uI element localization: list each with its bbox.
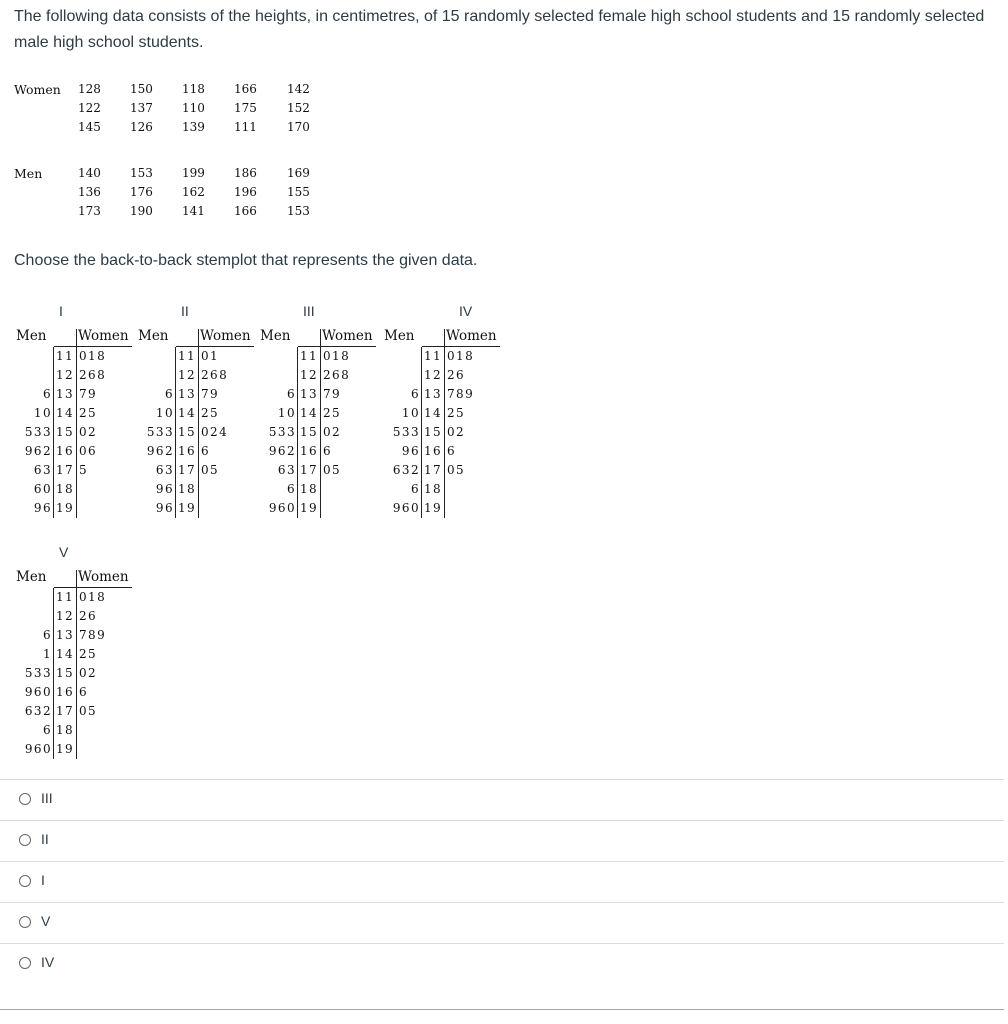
divider [0, 1009, 1004, 1010]
women-leaves: 05 [323, 463, 342, 477]
stemplot-row [260, 347, 378, 366]
men-leaves: 6 [42, 387, 52, 401]
men-leaves: 6 [410, 482, 420, 496]
women-leaves: 25 [201, 406, 220, 420]
data-value: 173 [78, 204, 101, 218]
stem: 17 [299, 463, 319, 477]
men-leaves: 10 [33, 406, 52, 420]
data-value: 199 [182, 166, 205, 180]
data-value: 166 [234, 204, 257, 218]
men-header: Men [138, 328, 169, 344]
women-leaves: 02 [79, 425, 98, 439]
stemplot-row [16, 499, 134, 518]
women-leaves: 6 [79, 685, 89, 699]
women-leaves: 02 [323, 425, 342, 439]
stem: 13 [55, 387, 75, 401]
stem: 15 [299, 425, 319, 439]
stemplot-row [138, 442, 256, 461]
header-divider [320, 329, 321, 346]
stem: 16 [423, 444, 443, 458]
stem: 19 [299, 501, 319, 515]
data-value: 153 [287, 204, 310, 218]
men-leaves: 632 [24, 704, 52, 718]
stemplot-row [16, 740, 134, 759]
data-value: 153 [130, 166, 153, 180]
stem: 19 [55, 742, 75, 756]
women-label: Women [14, 82, 61, 97]
women-header: Women [78, 569, 129, 585]
choice-label[interactable]: IV [41, 954, 55, 970]
women-leaves: 25 [79, 647, 98, 661]
stem: 18 [55, 482, 75, 496]
stem-divider-right [444, 347, 445, 518]
data-value: 186 [234, 166, 257, 180]
men-leaves: 10 [277, 406, 296, 420]
data-value: 126 [130, 120, 153, 134]
stem-divider-left [175, 347, 176, 518]
women-header: Women [446, 328, 497, 344]
stem: 14 [423, 406, 443, 420]
men-leaves: 96 [155, 501, 174, 515]
stem: 15 [423, 425, 443, 439]
stem: 12 [299, 368, 319, 382]
stem: 15 [177, 425, 197, 439]
women-leaves: 268 [323, 368, 351, 382]
women-header: Women [78, 328, 129, 344]
radio-button[interactable] [19, 875, 31, 887]
stem: 16 [55, 444, 75, 458]
stemplot-number: IV [459, 303, 473, 319]
data-value: 170 [287, 120, 310, 134]
stem-divider-right [198, 347, 199, 518]
men-leaves: 962 [268, 444, 296, 458]
men-leaves: 960 [24, 742, 52, 756]
header-divider [76, 570, 77, 587]
data-value: 128 [78, 82, 101, 96]
women-leaves: 79 [201, 387, 220, 401]
data-value: 162 [182, 185, 205, 199]
women-leaves: 268 [201, 368, 229, 382]
stemplot-number: V [59, 544, 69, 560]
women-header: Women [322, 328, 373, 344]
stemplot-row [138, 404, 256, 423]
stemplot-row [384, 499, 502, 518]
men-leaves: 960 [268, 501, 296, 515]
women-leaves: 5 [79, 463, 89, 477]
stemplot-row [138, 480, 256, 499]
stemplot-row [260, 461, 378, 480]
stemplot-iv [384, 303, 502, 518]
choice-iv[interactable] [0, 943, 1004, 984]
men-leaves: 533 [268, 425, 296, 439]
men-leaves: 962 [146, 444, 174, 458]
data-value: 122 [78, 101, 101, 115]
stemplot-number: I [59, 303, 63, 319]
stemplot-row [384, 423, 502, 442]
data-value: 166 [234, 82, 257, 96]
women-leaves: 79 [323, 387, 342, 401]
stemplot-row [16, 664, 134, 683]
men-label: Men [14, 166, 43, 181]
stemplot-row [16, 461, 134, 480]
data-value: 137 [130, 101, 153, 115]
stem: 17 [55, 704, 75, 718]
men-header: Men [384, 328, 415, 344]
women-leaves: 024 [201, 425, 229, 439]
stem: 11 [55, 349, 75, 363]
stem: 18 [177, 482, 197, 496]
women-leaves: 789 [79, 628, 107, 642]
stem: 16 [177, 444, 197, 458]
stemplot-row [138, 461, 256, 480]
data-value: 110 [182, 101, 205, 115]
stem: 17 [55, 463, 75, 477]
data-value: 145 [78, 120, 101, 134]
women-leaves: 018 [79, 349, 107, 363]
men-leaves: 533 [24, 666, 52, 680]
data-value: 155 [287, 185, 310, 199]
stem: 12 [55, 368, 75, 382]
stemplot-row [138, 366, 256, 385]
women-data-table [14, 82, 334, 142]
men-leaves: 96 [401, 444, 420, 458]
men-leaves: 6 [42, 723, 52, 737]
men-leaves: 96 [155, 482, 174, 496]
choice-i[interactable] [0, 861, 1004, 902]
women-leaves: 018 [447, 349, 475, 363]
stem: 13 [55, 628, 75, 642]
stemplot-row [138, 423, 256, 442]
radio-button[interactable] [19, 793, 31, 805]
data-value: 141 [182, 204, 205, 218]
choice-v[interactable] [0, 902, 1004, 943]
men-leaves: 960 [392, 501, 420, 515]
stemplot-ii [138, 303, 256, 518]
stemplot-row [16, 366, 134, 385]
stem: 14 [177, 406, 197, 420]
women-leaves: 06 [79, 444, 98, 458]
stem: 17 [423, 463, 443, 477]
stemplot-row [16, 626, 134, 645]
stemplot-row [384, 461, 502, 480]
choice-label[interactable]: II [41, 831, 49, 847]
data-value: 111 [234, 120, 257, 134]
women-leaves: 79 [79, 387, 98, 401]
stemplot-row [138, 385, 256, 404]
women-leaves: 6 [323, 444, 333, 458]
men-leaves: 533 [24, 425, 52, 439]
data-value: 175 [234, 101, 257, 115]
stemplot-row [260, 385, 378, 404]
data-value: 150 [130, 82, 153, 96]
women-leaves: 018 [323, 349, 351, 363]
women-leaves: 789 [447, 387, 475, 401]
stem: 13 [177, 387, 197, 401]
stem: 17 [177, 463, 197, 477]
men-leaves: 6 [410, 387, 420, 401]
header-divider [76, 329, 77, 346]
stemplot-row [138, 499, 256, 518]
stem: 18 [299, 482, 319, 496]
stemplot-row [16, 645, 134, 664]
stemplot-i [16, 303, 134, 518]
stem: 19 [423, 501, 443, 515]
stemplot-row [16, 683, 134, 702]
men-leaves: 10 [155, 406, 174, 420]
stem: 11 [423, 349, 443, 363]
data-value: 152 [287, 101, 310, 115]
stemplot-row [260, 366, 378, 385]
stemplot-row [16, 442, 134, 461]
data-value: 176 [130, 185, 153, 199]
men-leaves: 533 [392, 425, 420, 439]
stem: 14 [55, 647, 75, 661]
men-data-table [14, 166, 334, 226]
stemplot-row [260, 423, 378, 442]
men-leaves: 533 [146, 425, 174, 439]
women-leaves: 05 [447, 463, 466, 477]
stem: 13 [299, 387, 319, 401]
men-leaves: 962 [24, 444, 52, 458]
women-leaves: 6 [447, 444, 457, 458]
stem: 12 [423, 368, 443, 382]
radio-button[interactable] [19, 957, 31, 969]
stem: 18 [423, 482, 443, 496]
women-leaves: 26 [447, 368, 466, 382]
stem: 16 [55, 685, 75, 699]
women-leaves: 01 [201, 349, 220, 363]
men-leaves: 63 [33, 463, 52, 477]
stemplot-number: II [181, 303, 189, 319]
stemplot-row [260, 404, 378, 423]
stemplot-row [384, 404, 502, 423]
stemplot-row [260, 499, 378, 518]
stemplot-row [16, 721, 134, 740]
stem-divider-right [320, 347, 321, 518]
women-leaves: 05 [79, 704, 98, 718]
stem: 19 [55, 501, 75, 515]
stemplot-row [384, 480, 502, 499]
men-header: Men [16, 328, 47, 344]
choice-ii[interactable] [0, 820, 1004, 861]
stem: 15 [55, 666, 75, 680]
stemplot-row [16, 347, 134, 366]
men-leaves: 632 [392, 463, 420, 477]
data-value: 142 [287, 82, 310, 96]
stem: 14 [55, 406, 75, 420]
stem: 16 [299, 444, 319, 458]
stem: 12 [177, 368, 197, 382]
stemplot-row [260, 442, 378, 461]
stemplot-row [384, 385, 502, 404]
men-leaves: 6 [164, 387, 174, 401]
men-header: Men [260, 328, 291, 344]
stem: 11 [177, 349, 197, 363]
stemplot-row [16, 607, 134, 626]
men-leaves: 63 [155, 463, 174, 477]
men-leaves: 1 [42, 647, 52, 661]
radio-button[interactable] [19, 916, 31, 928]
men-leaves: 10 [401, 406, 420, 420]
stem-divider-right [76, 588, 77, 759]
choice-label[interactable]: V [41, 913, 51, 929]
stem-divider-left [297, 347, 298, 518]
radio-button[interactable] [19, 834, 31, 846]
stem: 15 [55, 425, 75, 439]
data-value: 140 [78, 166, 101, 180]
stem-divider-left [53, 347, 54, 518]
answer-choices [0, 779, 1004, 984]
stem: 11 [55, 590, 75, 604]
stemplot-row [16, 480, 134, 499]
choice-iii[interactable] [0, 779, 1004, 820]
men-leaves: 63 [277, 463, 296, 477]
data-value: 136 [78, 185, 101, 199]
women-leaves: 05 [201, 463, 220, 477]
women-header: Women [200, 328, 251, 344]
question-text: The following data consists of the heights, in centimetres, of 15 randomly selected female high school students and 15 randomly selected male high school students. [14, 8, 985, 51]
men-leaves: 6 [42, 628, 52, 642]
stemplot-row [384, 347, 502, 366]
stemplot-row [260, 480, 378, 499]
women-leaves: 268 [79, 368, 107, 382]
data-value: 118 [182, 82, 205, 96]
men-leaves: 60 [33, 482, 52, 496]
stemplot-iii [260, 303, 378, 518]
stemplot-row [16, 702, 134, 721]
stem-divider-left [421, 347, 422, 518]
stemplot-row [16, 588, 134, 607]
data-value: 169 [287, 166, 310, 180]
stem: 13 [423, 387, 443, 401]
men-leaves: 96 [33, 501, 52, 515]
men-leaves: 6 [286, 387, 296, 401]
men-leaves: 6 [286, 482, 296, 496]
stemplot-row [16, 404, 134, 423]
stem: 12 [55, 609, 75, 623]
stemplot-row [384, 442, 502, 461]
men-leaves: 960 [24, 685, 52, 699]
women-leaves: 25 [323, 406, 342, 420]
stem: 19 [177, 501, 197, 515]
choice-label[interactable]: III [41, 790, 53, 806]
stemplot-row [16, 385, 134, 404]
stemplot-row [16, 423, 134, 442]
stem: 11 [299, 349, 319, 363]
data-value: 139 [182, 120, 205, 134]
women-leaves: 02 [447, 425, 466, 439]
men-header: Men [16, 569, 47, 585]
stemplot-row [384, 366, 502, 385]
stemplot-row [138, 347, 256, 366]
women-leaves: 25 [79, 406, 98, 420]
stem: 18 [55, 723, 75, 737]
women-leaves: 26 [79, 609, 98, 623]
choice-label[interactable]: I [41, 872, 45, 888]
women-leaves: 6 [201, 444, 211, 458]
data-value: 190 [130, 204, 153, 218]
stem-divider-right [76, 347, 77, 518]
stemplot-number: III [303, 303, 315, 319]
stemplot-v [16, 544, 134, 759]
prompt-text: Choose the back-to-back stemplot that represents the given data. [14, 252, 478, 269]
stem: 14 [299, 406, 319, 420]
women-leaves: 02 [79, 666, 98, 680]
data-value: 196 [234, 185, 257, 199]
women-leaves: 25 [447, 406, 466, 420]
stem-divider-left [53, 588, 54, 759]
women-leaves: 018 [79, 590, 107, 604]
header-divider [198, 329, 199, 346]
header-divider [444, 329, 445, 346]
